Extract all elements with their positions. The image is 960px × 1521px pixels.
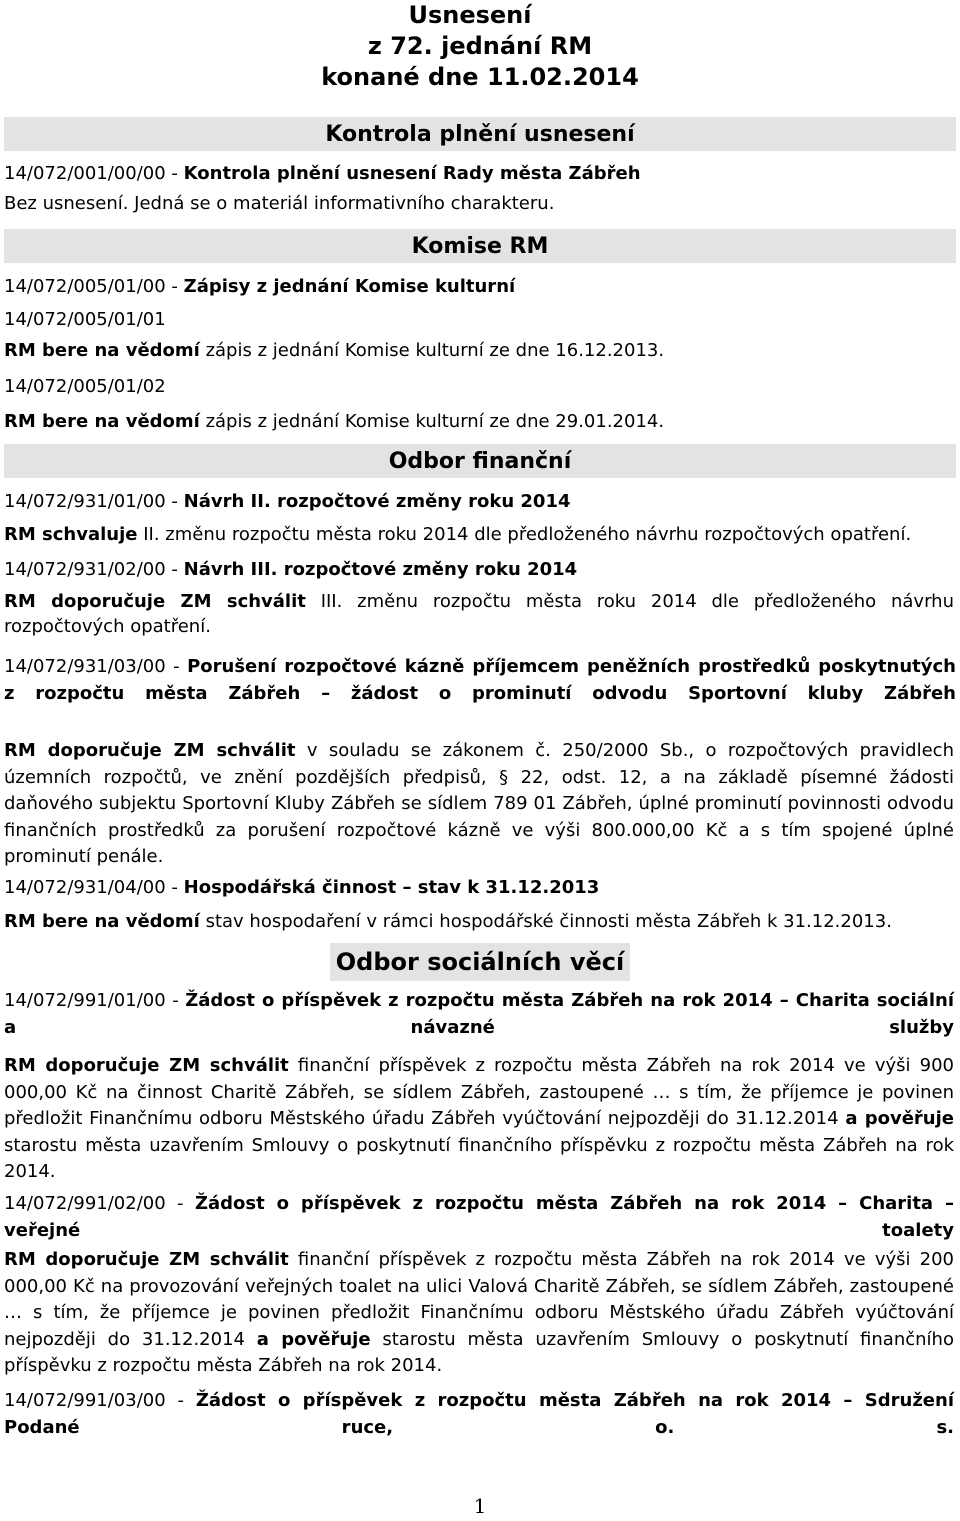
resolution-text: III. změnu rozpočtu města roku 2014 dle předloženého návrhu xyxy=(320,591,954,612)
document-title xyxy=(4,0,956,93)
item-financni-3 xyxy=(4,654,956,707)
sub-item-resolution xyxy=(4,338,956,364)
resolution-text: v souladu se zákonem č. 250/2000 Sb., o rozpočtových pravidlech územních rozpočtů, ve znění pozdějších předpisů, § 22, odst. 12, a na základě písemné žádosti daňového subjektu Sportovní Kluby Zábřeh se sídlem 789 01 Zábřeh, úplné prominutí povinnosti odvodu finančních prostředků za porušení rozpočtové kázně ve výši 800.000,00 Kč a s tím spojené úplné prominutí penále. xyxy=(4,740,954,867)
resolution-lead: RM doporučuje ZM schválit xyxy=(4,1249,289,1270)
item-resolution xyxy=(4,522,956,548)
item-code: 14/072/991/03/00 - xyxy=(4,1390,184,1411)
section-heading-label: Odbor sociálních věcí xyxy=(330,943,630,981)
resolution-text: zápis z jednání Komise kulturní ze dne 29.01.2014. xyxy=(205,411,665,432)
item-title: Návrh III. rozpočtové změny roku 2014 xyxy=(183,559,578,580)
resolution-lead: RM doporučuje ZM schválit xyxy=(4,591,306,612)
section-heading-financni: Odbor finanční xyxy=(4,444,956,478)
title-line-3: konané dne 11.02.2014 xyxy=(321,63,639,91)
item-title: Žádost o příspěvek z rozpočtu města Zábřeh na rok 2014 – Sdružení Podané ruce, o. s. xyxy=(4,1390,954,1438)
resolution-lead: RM bere na vědomí xyxy=(4,911,200,932)
item-komise xyxy=(4,274,956,300)
item-financni-2 xyxy=(4,557,956,583)
resolution-text-2: starostu města uzavřením Smlouvy o poskytnutí finančního příspěvku z rozpočtu města Zábřeh na rok 2014. xyxy=(4,1134,954,1182)
resolution-text: finanční příspěvek z rozpočtu města Zábřeh na rok 2014 ve výši 200 000,00 Kč na provozování veřejných toalet na ulici Valová Charitě Zábřeh, se sídlem Zábřeh, zastoupené … s tím, že příjemce je povinen předložit Finančnímu odboru Městského úřadu Zábřeh vyúčtování nejpozději do 31.12.2014 xyxy=(4,1249,954,1350)
resolution-text-2: starostu města uzavřením Smlouvy o poskytnutí finančního příspěvku z rozpočtu města Zábřeh na rok 2014. xyxy=(4,1328,954,1376)
resolution-lead: RM doporučuje ZM schválit xyxy=(4,1055,289,1076)
section-heading-komise: Komise RM xyxy=(4,229,956,263)
resolution-and: a pověřuje xyxy=(845,1108,954,1129)
resolution-text: zápis z jednání Komise kulturní ze dne 16.12.2013. xyxy=(205,340,665,361)
item-code: 14/072/991/02/00 - xyxy=(4,1193,184,1214)
item-code: 14/072/001/00/00 - xyxy=(4,163,178,184)
item-resolution xyxy=(4,1053,954,1186)
item-financni-1 xyxy=(4,489,956,515)
sub-item-code: 14/072/005/01/01 xyxy=(4,309,166,330)
item-socialni-1 xyxy=(4,988,954,1041)
resolution-text: finanční příspěvek z rozpočtu města Zábřeh na rok 2014 ve výši 900 000,00 Kč na činnost Charitě Zábřeh, se sídlem Zábřeh, zastoupené … s tím, že příjemce je povinen předložit Finančnímu odboru Městského úřadu Zábřeh vyúčtování nejpozději do 31.12.2014 xyxy=(4,1055,954,1129)
resolution-and: a pověřuje xyxy=(256,1328,371,1350)
resolution-lead: RM bere na vědomí xyxy=(4,340,200,361)
resolution-text: stav hospodaření v rámci hospodářské činnosti města Zábřeh k 31.12.2013. xyxy=(205,911,892,932)
title-line-2: z 72. jednání RM xyxy=(367,32,593,60)
item-title: Žádost o příspěvek z rozpočtu města Zábřeh na rok 2014 – Charita sociální a návazné služby xyxy=(4,990,954,1038)
item-code: 14/072/005/01/00 - xyxy=(4,276,178,297)
item-resolution xyxy=(4,909,956,935)
item-resolution xyxy=(4,589,954,616)
sub-item-resolution xyxy=(4,409,956,435)
item-text: Bez usnesení. Jedná se o materiál informativního charakteru. xyxy=(4,193,555,214)
item-socialni-3 xyxy=(4,1388,954,1441)
resolution-lead: RM doporučuje ZM schválit xyxy=(4,740,296,761)
item-title: Žádost o příspěvek z rozpočtu města Zábřeh na rok 2014 – Charita – veřejné toalety xyxy=(4,1193,954,1241)
sub-item-code: 14/072/005/01/02 xyxy=(4,376,166,397)
item-title: Porušení rozpočtové kázně příjemcem peněžních prostředků poskytnutých z rozpočtu města Zábřeh – žádost o prominutí odvodu Sportovní kluby Zábřeh xyxy=(4,656,956,704)
item-code: 14/072/931/02/00 - xyxy=(4,559,178,580)
page-number: 1 xyxy=(473,1494,487,1518)
item-kontrola xyxy=(4,161,956,187)
item-resolution xyxy=(4,738,954,871)
title-line-1: Usnesení xyxy=(408,1,532,29)
section-heading-kontrola: Kontrola plnění usnesení xyxy=(4,117,956,151)
resolution-text: II. změnu rozpočtu města roku 2014 dle předloženého návrhu rozpočtových opatření. xyxy=(143,524,912,545)
item-resolution xyxy=(4,1247,954,1380)
item-title: Kontrola plnění usnesení Rady města Zábřeh xyxy=(183,163,641,184)
section-heading-socialni xyxy=(4,943,956,981)
item-code: 14/072/931/01/00 - xyxy=(4,491,178,512)
item-title: Zápisy z jednání Komise kulturní xyxy=(183,276,516,297)
item-code: 14/072/931/04/00 - xyxy=(4,877,178,898)
resolution-text-cont: rozpočtových opatření. xyxy=(4,616,211,637)
item-code: 14/072/931/03/00 - xyxy=(4,656,180,677)
resolution-lead: RM schvaluje xyxy=(4,524,138,545)
item-financni-4 xyxy=(4,875,956,901)
item-code: 14/072/991/01/00 - xyxy=(4,990,179,1011)
item-title: Hospodářská činnost – stav k 31.12.2013 xyxy=(183,877,600,898)
resolution-lead: RM bere na vědomí xyxy=(4,411,200,432)
item-title: Návrh II. rozpočtové změny roku 2014 xyxy=(183,491,571,512)
item-socialni-2 xyxy=(4,1191,954,1244)
